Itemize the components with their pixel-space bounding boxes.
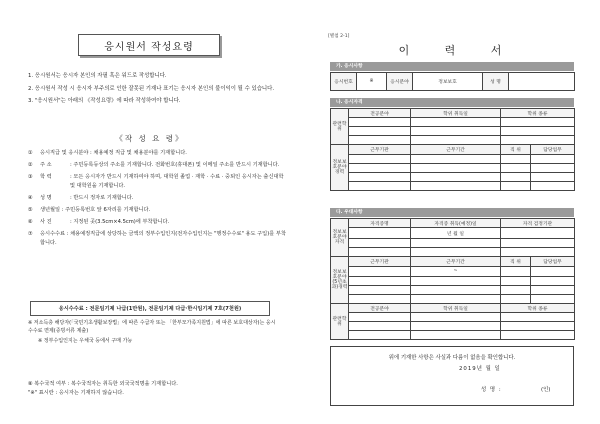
input-cell[interactable] bbox=[411, 286, 501, 295]
qualification-table bbox=[330, 108, 575, 191]
cell-label: 응시분야 bbox=[387, 73, 413, 91]
input-cell[interactable] bbox=[349, 155, 411, 164]
input-cell[interactable] bbox=[349, 228, 411, 239]
rule-num: ④ bbox=[28, 194, 33, 201]
input-cell[interactable] bbox=[531, 277, 575, 286]
input-cell[interactable] bbox=[411, 182, 501, 191]
col-header: 학위 취득일 bbox=[411, 304, 501, 313]
date-cell[interactable]: 년 월 일 bbox=[411, 228, 501, 239]
col-header: 근무기관 bbox=[349, 145, 411, 155]
rule-label: 주 소 bbox=[40, 162, 52, 169]
cell-label: 성 명 bbox=[483, 73, 509, 91]
input-cell[interactable] bbox=[501, 182, 531, 191]
tail-line: ⑧ 복수국적 여부 : 복수국적자는 취득한 외국국적명을 기재합니다. bbox=[28, 381, 178, 387]
input-cell[interactable] bbox=[531, 182, 575, 191]
input-cell[interactable] bbox=[501, 295, 531, 304]
note-line: ※ 정부수입인지는 우체국 등에서 구매 가능 bbox=[38, 337, 133, 344]
signature-name-label: 성 명 : bbox=[481, 387, 502, 393]
note-line: ※ 저소득층 해당자(「국민기초생활보장법」에 따른 수급자 또는 「한부모가족지원법」에 따른 보호대상자)는 응시수수료 면제(증빙서류 제출) bbox=[28, 320, 276, 334]
col-header: 근무기간 bbox=[411, 257, 501, 267]
rule-num: ⑥ bbox=[28, 219, 33, 226]
rule-text: 응시직급 및 응시분야 : 채용예정 직급 및 채용분야를 기재합니다. bbox=[40, 150, 187, 156]
form-title: 이 력 서 bbox=[398, 44, 518, 57]
cell-value: ※ bbox=[357, 73, 387, 91]
rule-num: ② bbox=[28, 162, 33, 169]
input-cell[interactable] bbox=[531, 155, 575, 164]
rule-num: ③ bbox=[28, 174, 33, 181]
input-cell[interactable] bbox=[531, 267, 575, 277]
rule-item bbox=[28, 218, 290, 226]
input-cell[interactable] bbox=[349, 164, 411, 173]
col-header: 학위 종류 bbox=[501, 304, 575, 313]
col-header: 담당업무 bbox=[531, 145, 575, 155]
input-cell[interactable] bbox=[411, 248, 501, 257]
input-cell[interactable] bbox=[501, 118, 575, 127]
input-cell[interactable] bbox=[349, 267, 411, 277]
input-cell[interactable] bbox=[501, 228, 575, 239]
notes bbox=[28, 320, 278, 347]
input-cell[interactable] bbox=[411, 277, 501, 286]
rule-item bbox=[28, 161, 290, 169]
rule-item bbox=[28, 194, 290, 202]
input-cell[interactable] bbox=[349, 295, 411, 304]
name-field[interactable] bbox=[509, 73, 575, 91]
fee-notice: 응시수수료 : 전문임기제 나급(1만원), 전문임기제 다급·한시임기제 7호(7천원) bbox=[30, 301, 270, 316]
input-cell[interactable] bbox=[501, 267, 531, 277]
input-cell[interactable] bbox=[501, 127, 575, 136]
input-cell[interactable] bbox=[411, 295, 501, 304]
row-label: 정보보호분야경력 bbox=[331, 145, 349, 191]
application-table bbox=[330, 72, 575, 91]
rules-list bbox=[28, 149, 290, 251]
confirmation-text: 위에 기재한 사항은 사실과 다름이 없음을 확인합니다. bbox=[388, 355, 516, 361]
confirmation-box bbox=[330, 346, 574, 406]
input-cell[interactable] bbox=[501, 322, 575, 331]
rule-text: : 지정된 곳(3.5cm×4.5cm)에 부착합니다. bbox=[70, 219, 170, 226]
input-cell[interactable] bbox=[349, 313, 411, 322]
intro-line: 2. 응시원서 작성 시 응시자 부주의로 인한 잘못된 기재나 표기는 응시자 본인의 불이익이 될 수 있습니다. bbox=[28, 85, 275, 92]
input-cell[interactable] bbox=[411, 331, 501, 340]
cell-label: 응시번호 bbox=[331, 73, 357, 91]
input-cell[interactable] bbox=[411, 173, 501, 182]
input-cell[interactable] bbox=[501, 331, 575, 340]
rule-item bbox=[28, 173, 290, 189]
guide-title: 응시원서 작성요령 bbox=[78, 34, 220, 56]
input-cell[interactable] bbox=[349, 118, 411, 127]
input-cell[interactable] bbox=[531, 164, 575, 173]
col-header: 학위 취득일 bbox=[411, 109, 501, 118]
col-header: 자격 검정기관 bbox=[501, 219, 575, 228]
input-cell[interactable] bbox=[501, 136, 575, 145]
input-cell[interactable] bbox=[349, 277, 411, 286]
input-cell[interactable] bbox=[411, 127, 501, 136]
row-label: 정보보호분야자격 bbox=[331, 219, 349, 257]
section-bar-qualification: 나. 응시자격 bbox=[330, 98, 574, 107]
input-cell[interactable] bbox=[501, 239, 575, 248]
input-cell[interactable] bbox=[349, 248, 411, 257]
rules-subtitle: 《작 성 요 령》 bbox=[115, 134, 185, 143]
rule-text: 응시수수료 : 채용예정직급에 상당하는 금액의 정부수입인지(전자수입인지는 "행정수수료" 용도 구입)를 부착합니다. bbox=[40, 231, 286, 246]
col-header: 학위 종류 bbox=[501, 109, 575, 118]
seal-mark: (인) bbox=[541, 387, 551, 393]
tail-notes bbox=[28, 380, 278, 398]
col-header: 전공분야 bbox=[349, 109, 411, 118]
input-cell[interactable] bbox=[411, 313, 501, 322]
col-header: 담당업무 bbox=[531, 257, 575, 267]
rule-text: : 주민등록등상의 주소를 기재합니다. 전화번호(휴대폰) 및 이메일 주소를 반드시 기재합니다. bbox=[70, 162, 280, 169]
intro-line: 1. 응시원서는 응시자 본인의 자필 혹은 워드로 작성합니다. bbox=[28, 73, 167, 79]
rule-label: 성 명 bbox=[40, 194, 52, 201]
input-cell[interactable] bbox=[411, 136, 501, 145]
input-cell[interactable] bbox=[501, 155, 531, 164]
col-header: 자격증 취득(예정)일 bbox=[411, 219, 501, 228]
input-cell[interactable] bbox=[411, 239, 501, 248]
row-label: 관련학위 bbox=[331, 109, 349, 145]
section-bar-preference: 다. 우대사항 bbox=[330, 208, 574, 217]
tail-line: "※" 표시란 : 응시자는 기재하지 않습니다. bbox=[28, 390, 124, 396]
rule-num: ⑤ bbox=[28, 207, 33, 214]
resume-form-page bbox=[300, 0, 600, 424]
input-cell[interactable] bbox=[501, 313, 575, 322]
rule-text: : 반드시 정자로 기재합니다. bbox=[70, 194, 134, 201]
input-cell[interactable] bbox=[531, 295, 575, 304]
rule-item bbox=[28, 230, 290, 246]
col-header: 직 위 bbox=[501, 145, 531, 155]
intro-line: 3. "응시원서"는 아래의 《작성요령》에 따라 작성하여야 합니다. bbox=[28, 98, 181, 104]
input-cell[interactable] bbox=[349, 182, 411, 191]
input-cell[interactable] bbox=[501, 277, 531, 286]
input-cell[interactable] bbox=[411, 155, 501, 164]
input-cell[interactable] bbox=[501, 286, 531, 295]
rule-item bbox=[28, 149, 290, 157]
row-label: 정보보호분야(5년초과)경력 bbox=[331, 257, 349, 304]
input-cell[interactable] bbox=[411, 118, 501, 127]
section-bar-application: 가. 응시사항 bbox=[330, 62, 574, 71]
input-cell[interactable] bbox=[349, 239, 411, 248]
rule-num: ① bbox=[28, 150, 33, 156]
period-cell[interactable]: ~ bbox=[411, 267, 501, 277]
input-cell[interactable] bbox=[349, 286, 411, 295]
form-tag: [별첨 2-1] bbox=[328, 34, 350, 39]
input-cell[interactable] bbox=[411, 322, 501, 331]
col-header: 직 위 bbox=[501, 257, 531, 267]
rule-text: 생년월일 : 주민등록번호 앞 6자리를 기재합니다. bbox=[40, 207, 151, 214]
input-cell[interactable] bbox=[349, 136, 411, 145]
input-cell[interactable] bbox=[349, 173, 411, 182]
input-cell[interactable] bbox=[349, 331, 411, 340]
col-header: 근무기관 bbox=[349, 257, 411, 267]
input-cell[interactable] bbox=[501, 248, 575, 257]
guide-intro bbox=[28, 72, 280, 110]
input-cell[interactable] bbox=[501, 173, 531, 182]
col-header: 근무기간 bbox=[411, 145, 501, 155]
rule-item bbox=[28, 206, 290, 214]
input-cell[interactable] bbox=[411, 164, 501, 173]
col-header: 자격증명 bbox=[349, 219, 411, 228]
rule-label: 학 력 bbox=[40, 174, 52, 181]
rule-text: : 모든 응시자가 반드시 기재하여야 하며, 대학원 졸업 · 재학 · 수료 · 중퇴인 응시자는 출신대학 및 대학원을 기재합니다. bbox=[70, 174, 284, 189]
preference-table bbox=[330, 218, 575, 340]
confirmation-date[interactable]: 2019년 월 일 bbox=[459, 366, 501, 372]
rule-num: ⑦ bbox=[28, 231, 33, 238]
input-cell[interactable] bbox=[531, 286, 575, 295]
input-cell[interactable] bbox=[349, 322, 411, 331]
cell-value[interactable]: 정보보호 bbox=[413, 73, 483, 91]
input-cell[interactable] bbox=[501, 164, 531, 173]
rule-label: 사 진 bbox=[40, 219, 52, 226]
input-cell[interactable] bbox=[531, 173, 575, 182]
row-label: 관련학위 bbox=[331, 304, 349, 340]
input-cell[interactable] bbox=[349, 127, 411, 136]
col-header: 전공분야 bbox=[349, 304, 411, 313]
